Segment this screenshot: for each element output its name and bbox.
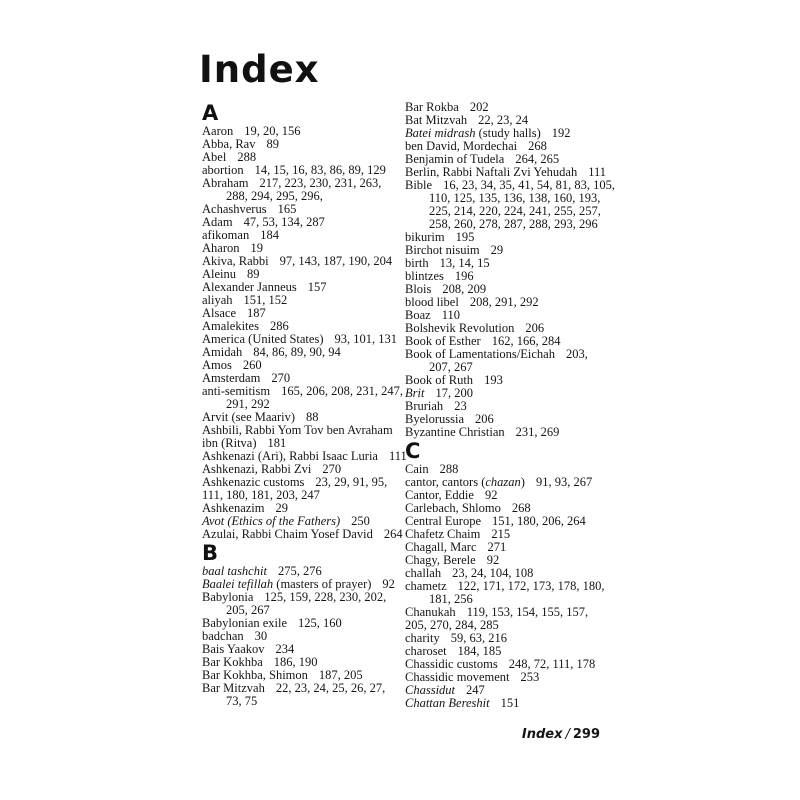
- entry-term: Ashbili, Rabbi Yom Tov ben Avraham: [202, 423, 393, 437]
- page-numbers: 89: [247, 267, 260, 281]
- page-numbers: 275, 276: [277, 564, 322, 578]
- page-numbers: 203,: [565, 347, 588, 361]
- entry-term: Babylonia: [202, 590, 254, 604]
- page-numbers: 92: [484, 488, 498, 502]
- page-numbers: 93, 101, 131: [334, 332, 397, 346]
- entry-term: 207, 267: [429, 360, 473, 374]
- page-numbers: 16, 23, 34, 35, 41, 54, 81, 83, 105,: [443, 178, 615, 192]
- entry-term: 288, 294, 295, 296,: [226, 189, 323, 203]
- page-numbers: 59, 63, 216: [450, 631, 507, 645]
- page-numbers: 19: [250, 241, 263, 255]
- page-numbers: 264: [383, 527, 403, 541]
- page-numbers: 151, 180, 206, 264: [492, 514, 586, 528]
- page-numbers: 125, 160: [298, 616, 342, 630]
- page-numbers: 111: [388, 449, 407, 463]
- entry-term: Benjamin of Tudela: [405, 152, 505, 166]
- page-numbers: 181: [267, 436, 287, 450]
- entry-term: Chanukah: [405, 605, 456, 619]
- section-heading-B: B: [202, 541, 220, 565]
- entry-term: Aaron: [202, 124, 234, 138]
- index-column-left: [202, 101, 407, 708]
- entry-term: Akiva, Rabbi: [202, 254, 269, 268]
- entry-term: 73, 75: [226, 694, 258, 708]
- page-numbers: 13, 14, 15: [439, 256, 490, 270]
- page-footer: [400, 727, 600, 743]
- page-numbers: 23, 24, 104, 108: [452, 566, 534, 580]
- page-numbers: 89: [266, 137, 279, 151]
- page-numbers: 151: [500, 696, 520, 710]
- page-numbers: 260: [242, 358, 262, 372]
- entry-term: Bar Kokhba, Shimon: [202, 668, 308, 682]
- page-numbers: 122, 171, 172, 173, 178, 180,: [457, 579, 605, 593]
- entry-term: Bar Kokhba: [202, 655, 263, 669]
- page-numbers: 264, 265: [515, 152, 560, 166]
- page-numbers: 92: [486, 553, 500, 567]
- entry-term: Ashkenazi (Ari), Rabbi Isaac Luria: [202, 449, 378, 463]
- entry-term: Bolshevik Revolution: [405, 321, 515, 335]
- section-heading-A: A: [202, 101, 220, 125]
- entry-term: 205, 267: [226, 603, 270, 617]
- index-entry-line: [405, 426, 615, 439]
- entry-term: Aharon: [202, 241, 240, 255]
- entry-term: Central Europe: [405, 514, 482, 528]
- entry-term: Abel: [202, 150, 227, 164]
- page-numbers: 110: [441, 308, 460, 322]
- entry-term: Berlin, Rabbi Naftali Zvi Yehudah: [405, 165, 578, 179]
- page-numbers: 253: [520, 670, 540, 684]
- page-numbers: 119, 153, 154, 155, 157,: [466, 605, 589, 619]
- entry-term: Azulai, Rabbi Chaim Yosef David: [202, 527, 373, 541]
- entry-term: Bible: [405, 178, 433, 192]
- page-numbers: 92: [382, 577, 395, 591]
- index-entry-line: [202, 528, 402, 541]
- entry-term: Abraham: [202, 176, 249, 190]
- page-numbers: 165, 206, 208, 231, 247,: [281, 384, 403, 398]
- page-numbers: 288: [237, 150, 257, 164]
- entry-term: Amsterdam: [202, 371, 261, 385]
- entry-term: Book of Ruth: [405, 373, 474, 387]
- page-numbers: 84, 86, 89, 90, 94: [253, 345, 341, 359]
- entry-term: Chattan Bereshit: [405, 696, 490, 710]
- page-numbers: 195: [455, 230, 475, 244]
- page-numbers: 184, 185: [457, 644, 502, 658]
- entry-term: Chafetz Chaim: [405, 527, 481, 541]
- page-numbers: 268: [528, 139, 547, 153]
- section-heading-C: C: [405, 439, 422, 463]
- page-numbers: 151, 152: [243, 293, 288, 307]
- entry-term: ibn (Ritva): [202, 436, 257, 450]
- entry-term: Bat Mitzvah: [405, 113, 468, 127]
- page-numbers: 23: [454, 399, 467, 413]
- page-numbers: 206: [475, 412, 494, 426]
- page-numbers: 193: [484, 373, 503, 387]
- entry-term: Alsace: [202, 306, 237, 320]
- index-column-right: [405, 101, 615, 710]
- entry-term: 291, 292: [226, 397, 270, 411]
- entry-term: Abba, Rav: [202, 137, 256, 151]
- entry-term: 181, 256: [429, 592, 473, 606]
- page-numbers: 14, 15, 16, 83, 86, 89, 129: [254, 163, 386, 177]
- entry-term: birth: [405, 256, 429, 270]
- page-numbers: 202: [469, 100, 489, 114]
- page-numbers: 217, 223, 230, 231, 263,: [259, 176, 382, 190]
- page-numbers: 270: [322, 462, 342, 476]
- page-numbers: 22, 23, 24, 25, 26, 27,: [275, 681, 386, 695]
- page-numbers: 288: [439, 462, 459, 476]
- page-numbers: 165: [277, 202, 297, 216]
- entry-term: ): [520, 475, 525, 489]
- entry-term: Boaz: [405, 308, 431, 322]
- entry-term: 225, 214, 220, 224, 241, 255, 257,: [429, 204, 601, 218]
- page-numbers: 30: [254, 629, 268, 643]
- entry-term: Birchot nisuim: [405, 243, 480, 257]
- entry-term: Adam: [202, 215, 233, 229]
- page-numbers: 187: [247, 306, 266, 320]
- page-numbers: 271: [487, 540, 507, 554]
- page-numbers: 208, 291, 292: [469, 295, 539, 309]
- entry-term: Batei midrash: [405, 126, 476, 140]
- page-numbers: 206: [525, 321, 545, 335]
- entry-term: chazan: [485, 475, 521, 489]
- entry-term: challah: [405, 566, 442, 580]
- entry-term: bikurim: [405, 230, 445, 244]
- entry-term: Bar Rokba: [405, 100, 459, 114]
- footer-page-number: 299: [572, 727, 600, 742]
- entry-term: 110, 125, 135, 136, 138, 160, 193,: [429, 191, 601, 205]
- entry-term: Ashkenazim: [202, 501, 265, 515]
- entry-term: Chassidic movement: [405, 670, 510, 684]
- entry-term: Byzantine Christian: [405, 425, 505, 439]
- entry-term: Byelorussia: [405, 412, 465, 426]
- entry-term: America (United States): [202, 332, 324, 346]
- entry-term: Blois: [405, 282, 432, 296]
- entry-term: 258, 260, 278, 287, 288, 293, 296: [429, 217, 598, 231]
- page-numbers: 231, 269: [515, 425, 560, 439]
- entry-term: charoset: [405, 644, 447, 658]
- entry-term: Arvit (see Maariv): [202, 410, 296, 424]
- page-numbers: 97, 143, 187, 190, 204: [279, 254, 393, 268]
- page-numbers: 268: [511, 501, 531, 515]
- entry-term: Book of Esther: [405, 334, 481, 348]
- page-numbers: 17, 200: [435, 386, 473, 400]
- index-entry-line: [405, 697, 615, 710]
- entry-term: Bruriah: [405, 399, 444, 413]
- page-numbers: 208, 209: [442, 282, 487, 296]
- entry-term: Book of Lamentations/Eichah: [405, 347, 555, 361]
- page-numbers: 184: [260, 228, 279, 242]
- footer-section-label: Index: [521, 727, 563, 742]
- page-numbers: 234: [275, 642, 295, 656]
- entry-term: Aleinu: [202, 267, 237, 281]
- entry-term: Babylonian exile: [202, 616, 288, 630]
- page-numbers: 111: [588, 165, 607, 179]
- entry-term: badchan: [202, 629, 244, 643]
- entry-term: Cantor, Eddie: [405, 488, 474, 502]
- entry-term: Chagy, Berele: [405, 553, 476, 567]
- entry-term: Achashverus: [202, 202, 267, 216]
- entry-term: Amidah: [202, 345, 243, 359]
- entry-term: Amos: [202, 358, 232, 372]
- entry-term: Ashkenazic customs: [202, 475, 305, 489]
- entry-term: cantor, cantors (: [405, 475, 486, 489]
- page-numbers: 157: [307, 280, 327, 294]
- entry-term: charity: [405, 631, 440, 645]
- entry-term: Chassidut: [405, 683, 456, 697]
- entry-term: Baalei tefillah: [202, 577, 274, 591]
- page-numbers: 19, 20, 156: [244, 124, 301, 138]
- page-numbers: 186, 190: [273, 655, 318, 669]
- entry-term: Chassidic customs: [405, 657, 498, 671]
- entry-term: blintzes: [405, 269, 444, 283]
- page-numbers: 250: [351, 514, 370, 528]
- page-numbers: 29: [490, 243, 504, 257]
- page-numbers: 196: [454, 269, 474, 283]
- page-numbers: 88: [306, 410, 319, 424]
- page-numbers: 23, 29, 91, 95,: [315, 475, 388, 489]
- entry-term: 205, 270, 284, 285: [405, 618, 499, 632]
- entry-term: baal tashchit: [202, 564, 267, 578]
- index-entry-line: [202, 695, 402, 708]
- entry-term: Amalekites: [202, 319, 259, 333]
- page-numbers: 192: [551, 126, 571, 140]
- page-numbers: 162, 166, 284: [491, 334, 561, 348]
- entry-term: chametz: [405, 579, 447, 593]
- entry-term: Bais Yaakov: [202, 642, 265, 656]
- page-numbers: 247: [466, 683, 485, 697]
- entry-term: ben David, Mordechai: [405, 139, 518, 153]
- entry-term: (study halls): [475, 126, 541, 140]
- entry-term: afikoman: [202, 228, 250, 242]
- entry-term: Carlebach, Shlomo: [405, 501, 501, 515]
- page-numbers: 270: [271, 371, 291, 385]
- entry-term: Cain: [405, 462, 429, 476]
- entry-term: blood libel: [405, 295, 459, 309]
- entry-term: Chagall, Marc: [405, 540, 477, 554]
- footer-separator: /: [565, 727, 570, 742]
- page-numbers: 91, 93, 267: [535, 475, 593, 489]
- page-numbers: 215: [491, 527, 511, 541]
- page-numbers: 29: [275, 501, 288, 515]
- page-numbers: 22, 23, 24: [478, 113, 529, 127]
- page-numbers: 47, 53, 134, 287: [243, 215, 325, 229]
- entry-term: Bar Mitzvah: [202, 681, 265, 695]
- entry-term: abortion: [202, 163, 244, 177]
- entry-term: Alexander Janneus: [202, 280, 297, 294]
- page-numbers: 125, 159, 228, 230, 202,: [264, 590, 387, 604]
- entry-term: anti-semitism: [202, 384, 271, 398]
- page-numbers: 248, 72, 111, 178: [508, 657, 596, 671]
- entry-term: Brit: [405, 386, 425, 400]
- entry-term: Avot (Ethics of the Fathers): [202, 514, 341, 528]
- page-title: Index: [199, 48, 320, 91]
- entry-term: aliyah: [202, 293, 233, 307]
- entry-term: (masters of prayer): [273, 577, 372, 591]
- page-numbers: 187, 205: [318, 668, 363, 682]
- entry-term: Ashkenazi, Rabbi Zvi: [202, 462, 312, 476]
- entry-term: 111, 180, 181, 203, 247: [202, 488, 320, 502]
- page-numbers: 286: [269, 319, 289, 333]
